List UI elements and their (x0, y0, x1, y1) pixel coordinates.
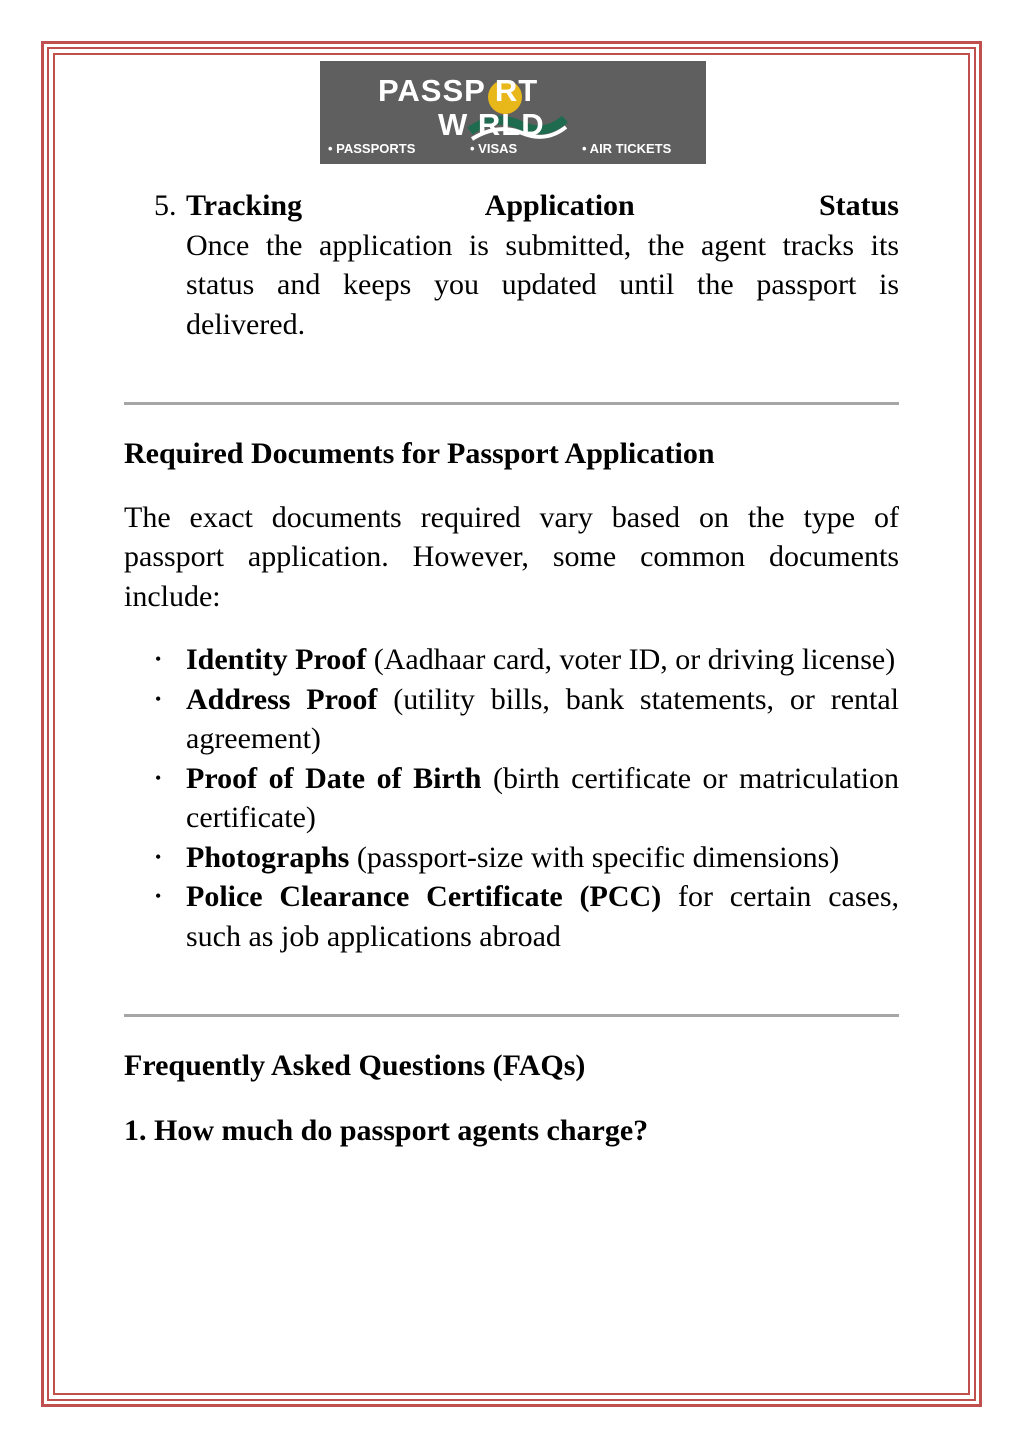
bullet-icon: • (155, 846, 162, 867)
logo-tag-visas: • VISAS (470, 141, 518, 156)
list-item-bold: Identity Proof (186, 643, 367, 676)
documents-heading: Required Documents for Passport Application (124, 437, 715, 470)
step-text: Once the application is submitted, the agent tracks its status and keeps you updated until the passport is delivered. (186, 228, 899, 341)
documents-intro: The exact documents required vary based on the type of passport application. However, some common documents include: (124, 500, 899, 613)
list-item-bold: Photographs (186, 840, 350, 874)
faq-heading: Frequently Asked Questions (FAQs) (124, 1049, 586, 1082)
logo-tag-passports: • PASSPORTS (328, 141, 416, 156)
step-5 (124, 186, 899, 344)
logo-text-line2: W RLD (438, 107, 545, 142)
logo-tag-air-tickets: • AIR TICKETS (582, 141, 672, 156)
passport-world-logo (320, 61, 706, 164)
list-item-bold: Proof of Date of Birth (186, 761, 482, 795)
list-item-text: (Aadhaar card, voter ID, or driving license) (366, 643, 896, 676)
logo-tagline (320, 141, 706, 161)
list-item-bold: Address Proof (186, 682, 378, 716)
bullet-icon: • (155, 649, 162, 669)
step-number: 5. (154, 189, 177, 222)
step-title: Tracking Application Status (186, 189, 899, 222)
list-item-text: (utility bills, bank statements, or rental agreement) (186, 682, 900, 755)
list-item (124, 838, 899, 878)
bullet-icon: • (155, 886, 162, 906)
list-item-bold: Police Clearance Certificate (PCC) (186, 880, 662, 913)
bullet-icon: • (155, 767, 162, 788)
logo-text-line1: PASSP RT (378, 73, 539, 108)
list-item (124, 680, 899, 759)
bullet-icon: • (155, 688, 162, 709)
list-item (124, 640, 899, 680)
list-item (124, 759, 899, 838)
list-item (124, 877, 899, 956)
documents-list (124, 640, 899, 956)
list-item-text: (passport-size with specific dimensions) (349, 840, 840, 874)
faq-question-1: 1. How much do passport agents charge? (124, 1113, 649, 1147)
list-item-text: for certain cases, such as job applications abroad (186, 880, 899, 953)
list-item-text: (birth certificate or matriculation certificate) (186, 761, 900, 834)
document-body (124, 186, 899, 1150)
